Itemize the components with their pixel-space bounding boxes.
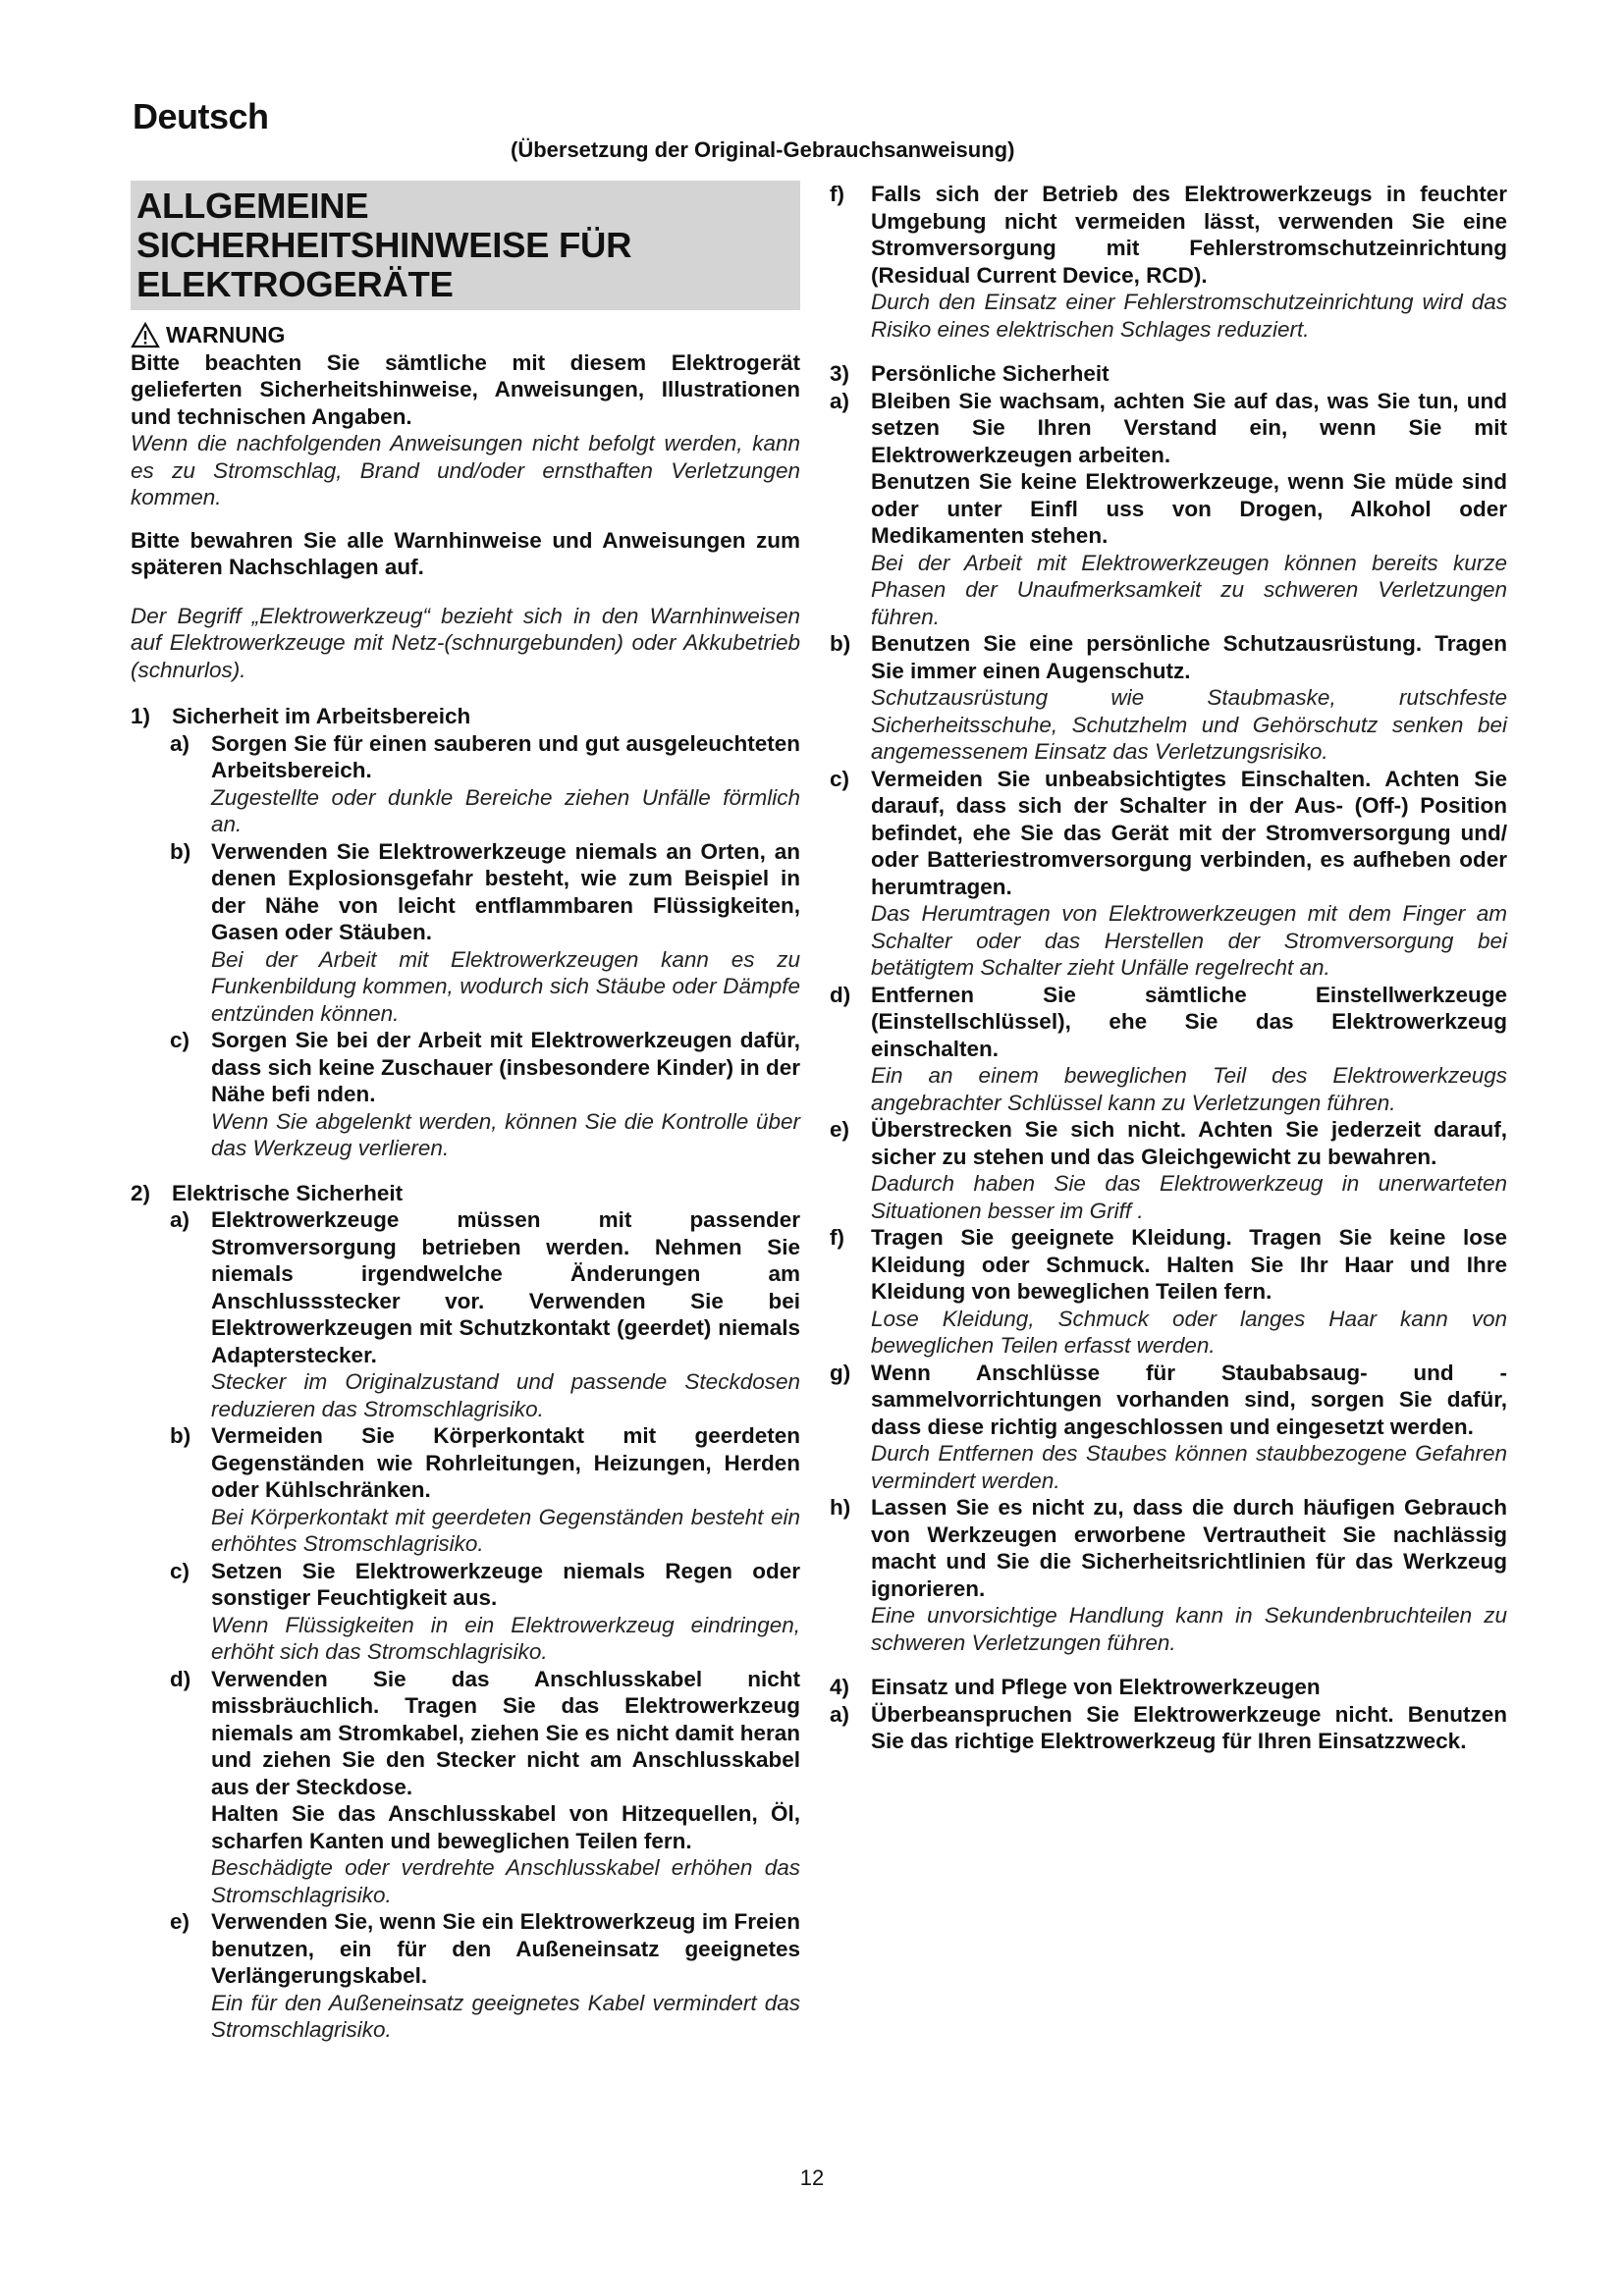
title-line-2: SICHERHEITSHINWEISE FÜR bbox=[136, 225, 632, 265]
s2-item-f: f) Falls sich der Betrieb des Elektrowerkzeugs in feuchter Umgebung nicht vermeiden lässt, verwenden Sie eine Stromversorgung mit Fehlerstromschutzeinrichtung (Residual Current Device, RCD). Durch den Einsatz einer Fehlerstromschutzeinrichtung wird das Risiko eines elektrischen Schlages reduziert. bbox=[830, 182, 1507, 342]
warning-triangle-icon bbox=[131, 322, 160, 348]
s1-item-a: a) Sorgen Sie für einen sauberen und gut ausgeleuchteten Arbeitsbereich. Zugestellte oder dunkle Bereiche ziehen Unfälle förmlich an. bbox=[170, 730, 800, 836]
section-4-heading: 4) Einsatz und Pflege von Elektrowerkzeugen bbox=[830, 1675, 1321, 1699]
right-column bbox=[830, 181, 1507, 1755]
s3-item-b: b) Benutzen Sie eine persönliche Schutzausrüstung. Tragen Sie immer einen Augenschutz. Schutzausrüstung wie Staubmaske, rutschfeste Sicherheitsschuhe, Schutzhelm und Gehörschutz senken bei angemessenem Einsatz das Verletzungsrisiko. bbox=[830, 631, 1507, 764]
language-heading: Deutsch bbox=[133, 96, 269, 136]
title-line-1: ALLGEMEINE bbox=[136, 186, 369, 226]
s2-item-e: e) Verwenden Sie, wenn Sie ein Elektrowerkzeug im Freien benutzen, ein für den Außeneinsatz geeignetes Verlängerungskabel. Ein für den Außeneinsatz geeignetes Kabel vermindert das Stromschlagrisiko. bbox=[170, 1909, 800, 2042]
s2-item-d: d) Verwenden Sie das Anschlusskabel nicht missbräuchlich. Tragen Sie das Elektrowerkzeug niemals am Stromkabel, ziehen Sie es nicht damit heran und ziehen Sie den Stecker nicht am Anschlusskabel aus der Steckdose. Halten Sie das Anschlusskabel von Hitzequellen, Öl, scharfen Kanten und beweglichen Teilen fern. Beschädigte oder verdrehte Anschlusskabel erhöhen das Stromschlagrisiko. bbox=[170, 1666, 800, 1907]
s3-item-g: g) Wenn Anschlüsse für Staubabsaug- und -sammelvorrichtungen vorhanden sind, sorgen Sie dafür, dass diese richtig angeschlossen und eingesetzt werden. Durch Entfernen des Staubes können staubbezogene Gefahren vermindert werden. bbox=[830, 1360, 1507, 1493]
s1-item-c: c) Sorgen Sie bei der Arbeit mit Elektrowerkzeugen dafür, dass sich keine Zuschauer (insbesondere Kinder) in der Nähe befi nden. Wenn Sie abgelenkt werden, können Sie die Kontrolle über das Werkzeug verlieren. bbox=[170, 1028, 800, 1160]
s2-item-c: c) Setzen Sie Elektrowerkzeuge niemals Regen oder sonstiger Feuchtigkeit aus. Wenn Flüssigkeiten in ein Elektrowerkzeug eindringen, erhöht sich das Stromschlagrisiko. bbox=[170, 1558, 800, 1664]
s3-item-h: h) Lassen Sie es nicht zu, dass die durch häufigen Gebrauch von Werkzeugen erworbene Vertrautheit Sie nachlässig macht und Sie die Sicherheitsrichtlinien für das Werkzeug ignorieren. Eine unvorsichtige Handlung kann in Sekundenbruchteilen zu schweren Verletzungen führen. bbox=[830, 1495, 1507, 1655]
s3-item-c: c) Vermeiden Sie unbeabsichtigtes Einschalten. Achten Sie darauf, dass sich der Schalter in der Aus- (Off-) Position befindet, ehe Sie das Gerät mit der Stromversorgung und/ oder Batteriestromversorgung verbinden, es aufheben oder herumtragen. Das Herumtragen von Elektrowerkzeugen mit dem Finger am Schalter oder das Herstellen der Stromversorgung bei betätigtem Schalter zieht Unfälle regelrecht an. bbox=[830, 766, 1507, 980]
section-title-box bbox=[131, 181, 800, 310]
s1-item-b: b) Verwenden Sie Elektrowerkzeuge niemals an Orten, an denen Explosionsgefahr besteht, wie zum Beispiel in der Nähe von leicht entflammbaren Flüssigkeiten, Gasen oder Stäuben. Bei der Arbeit mit Elektrowerkzeugen kann es zu Funkenbildung kommen, wodurch sich Stäube oder Dämpfe entzünden können. bbox=[170, 838, 800, 1026]
s4-item-a: a) Überbeanspruchen Sie Elektrowerkzeuge nicht. Benutzen Sie das richtige Elektrowerkzeug für Ihren Einsatzzweck. bbox=[830, 1701, 1507, 1753]
s3-item-d: d) Entfernen Sie sämtliche Einstellwerkzeuge (Einstellschlüssel), ehe Sie das Elektrowerkzeug einschalten. Ein an einem beweglichen Teil des Elektrowerkzeugs angebrachter Schlüssel kann zu Verletzungen führen. bbox=[830, 982, 1507, 1115]
s3-item-a: a) Bleiben Sie wachsam, achten Sie auf das, was Sie tun, und setzen Sie Ihren Verstand ein, wenn Sie mit Elektrowerkzeugen arbeiten. Benutzen Sie keine Elektrowerkzeuge, wenn Sie müde sind oder unter Einfl uss von Drogen, Alkohol oder Medikamenten stehen. Bei der Arbeit mit Elektrowerkzeugen können bereits kurze Phasen der Unaufmerksamkeit zu schweren Verletzungen führen. bbox=[830, 388, 1507, 629]
s2-item-b: b) Vermeiden Sie Körperkontakt mit geerdeten Gegenständen wie Rohrleitungen, Heizungen, Herden oder Kühlschränken. Bei Körperkontakt mit geerdeten Gegenständen besteht ein erhöhtes Stromschlagrisiko. bbox=[170, 1423, 800, 1556]
page-number: 12 bbox=[799, 2165, 825, 2190]
translation-note: (Übersetzung der Original-Gebrauchsanweisung) bbox=[511, 137, 1015, 162]
section-3-heading: 3) Persönliche Sicherheit bbox=[830, 361, 1110, 386]
section-2-heading: 2) Elektrische Sicherheit bbox=[131, 1180, 404, 1205]
left-column bbox=[131, 181, 800, 2044]
section-1-heading: 1) Sicherheit im Arbeitsbereich bbox=[131, 704, 471, 728]
title-line-3: ELEKTROGERÄTE bbox=[136, 264, 454, 304]
s3-item-e: e) Überstrecken Sie sich nicht. Achten Sie jederzeit darauf, sicher zu stehen und das Gleichgewicht zu bewahren. Dadurch haben Sie das Elektrowerkzeug in unerwarteten Situationen besser im Griff . bbox=[830, 1117, 1507, 1223]
s3-item-f: f) Tragen Sie geeignete Kleidung. Tragen Sie keine lose Kleidung oder Schmuck. Halten Sie Ihr Haar und Ihre Kleidung von beweglichen Teilen fern. Lose Kleidung, Schmuck oder langes Haar kann von beweglichen Teilen erfasst werden. bbox=[830, 1225, 1507, 1358]
warning-bold-text: Bitte beachten Sie sämtliche mit diesem Elektrogerät gelieferten Sicherheitshinweise, Anweisungen, Illustrationen und technischen Angaben. bbox=[131, 349, 800, 429]
warning-italic-text: Wenn die nachfolgenden Anweisungen nicht befolgt werden, kann es zu Stromschlag, Brand und/oder ernsthaften Verletzungen kommen. bbox=[131, 431, 800, 509]
warning-label: WARNUNG bbox=[166, 322, 286, 347]
s2-item-a: a) Elektrowerkzeuge müssen mit passender Stromversorgung betrieben werden. Nehmen Sie niemals irgendwelche Änderungen am Anschlussstecker vor. Verwenden Sie bei Elektrowerkzeugen mit Schutzkontakt (geerdet) niemals Adapterstecker. Stecker im Originalzustand und passende Steckdosen reduzieren das Stromschlagrisiko. bbox=[170, 1207, 800, 1421]
term-definition-text: Der Begriff „Elektrowerkzeug“ bezieht sich in den Warnhinweisen auf Elektrowerkzeuge mit Netz-(schnurgebunden) oder Akkubetrieb (schnurlos). bbox=[131, 603, 800, 682]
warning-heading bbox=[131, 322, 800, 349]
keep-instructions-text: Bitte bewahren Sie alle Warnhinweise und Anweisungen zum späteren Nachschlagen auf. bbox=[131, 527, 800, 579]
